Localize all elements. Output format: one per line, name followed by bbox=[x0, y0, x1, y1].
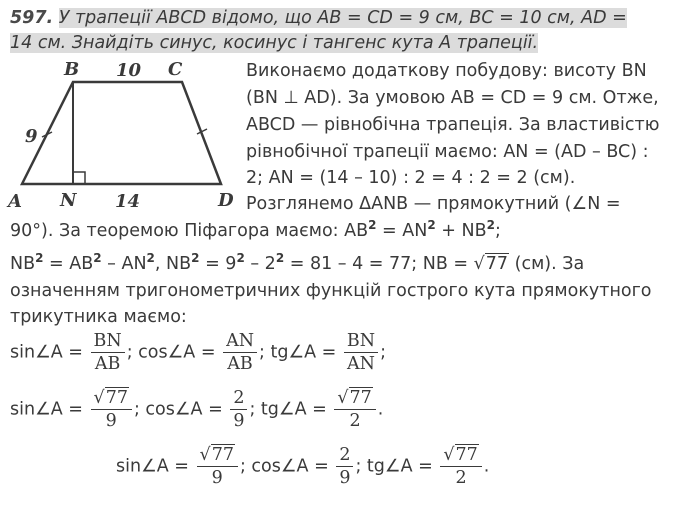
frac-cos-3 bbox=[336, 445, 353, 488]
sup: 2 bbox=[146, 251, 155, 265]
cos-label: ; cos∠A = bbox=[133, 399, 229, 420]
problem-line-2 bbox=[10, 31, 538, 55]
nb-ab: = AB bbox=[43, 254, 94, 274]
denominator: 2 bbox=[334, 409, 375, 431]
numerator bbox=[91, 388, 132, 409]
frac-cos-1 bbox=[223, 331, 257, 374]
denominator: 9 bbox=[91, 409, 132, 431]
denominator: 9 bbox=[336, 466, 353, 488]
semicolon: ; bbox=[494, 221, 501, 241]
sin-label: sin∠A = bbox=[10, 342, 89, 363]
nb-result: = 81 – 4 = 77; NB = bbox=[284, 254, 474, 274]
solution-line-5: 2; AN = (14 – 10) : 2 = 4 : 2 = 2 (см). bbox=[246, 168, 576, 188]
solution-line-3: ABCD — рівнобічна трапеція. За властивістю bbox=[246, 115, 660, 135]
frac-tg-1 bbox=[344, 331, 378, 374]
denominator: 2 bbox=[440, 466, 481, 488]
nb-9: = 9 bbox=[199, 254, 237, 274]
numerator: 2 bbox=[339, 445, 351, 465]
solution-line-1: Виконаємо додаткову побудову: висоту BN bbox=[246, 61, 647, 81]
numerator bbox=[334, 388, 375, 409]
sqrt-value: 77 bbox=[211, 445, 234, 465]
period: . bbox=[483, 456, 490, 477]
pythagoras-nb: + NB bbox=[435, 221, 487, 241]
label-a: A bbox=[8, 191, 22, 212]
sup: 2 bbox=[486, 218, 495, 232]
pythagoras-line bbox=[10, 219, 501, 243]
solution-line-6: Розглянемо ΔANB — прямокутний (∠N = bbox=[246, 194, 621, 214]
sin-label: sin∠A = bbox=[10, 399, 89, 420]
frac-tg-3 bbox=[440, 445, 481, 488]
cos-label: ; cos∠A = bbox=[239, 456, 335, 477]
semicolon: ; bbox=[380, 342, 387, 363]
numerator: 2 bbox=[233, 388, 245, 408]
numerator: BN bbox=[346, 331, 376, 351]
sqrt-value: 77 bbox=[349, 388, 372, 408]
denominator: AB bbox=[223, 352, 257, 374]
sqrt-value: 77 bbox=[485, 254, 509, 274]
tg-label: ; tg∠A = bbox=[355, 456, 439, 477]
formula-row-3 bbox=[116, 445, 489, 488]
trapezoid-shape bbox=[22, 82, 221, 184]
solution-line-2: (BN ⊥ AD). За умовою AB = CD = 9 см. Отже, bbox=[246, 88, 659, 108]
nb-text: NB bbox=[10, 254, 36, 274]
numerator bbox=[440, 445, 481, 466]
sqrt-icon: √ bbox=[93, 388, 105, 408]
problem-line-1 bbox=[10, 6, 627, 30]
frac-cos-2 bbox=[230, 388, 247, 431]
problem-number: 597. bbox=[10, 8, 54, 28]
numerator: AN bbox=[226, 331, 255, 351]
numerator bbox=[197, 445, 238, 466]
sup: 2 bbox=[236, 251, 245, 265]
right-angle-mark bbox=[73, 172, 85, 184]
sqrt-icon: √ bbox=[473, 254, 485, 274]
sqrt-icon: √ bbox=[443, 445, 455, 465]
sup: 2 bbox=[35, 251, 44, 265]
sup: 2 bbox=[368, 218, 377, 232]
frac-tg-2 bbox=[334, 388, 375, 431]
nb-calc-line bbox=[10, 252, 584, 276]
nb-2: , NB bbox=[154, 254, 192, 274]
length-nd: 14 bbox=[115, 191, 141, 212]
cos-label: ; cos∠A = bbox=[126, 342, 222, 363]
nb-tail: (см). За bbox=[509, 254, 585, 274]
pythagoras-text: 90°). За теоремою Піфагора маємо: AB bbox=[10, 221, 369, 241]
sqrt-value: 77 bbox=[455, 445, 478, 465]
length-bc: 10 bbox=[116, 60, 142, 81]
period: . bbox=[377, 399, 384, 420]
numerator: BN bbox=[93, 331, 122, 351]
sqrt-icon: √ bbox=[199, 445, 211, 465]
trapezoid-figure bbox=[0, 55, 240, 215]
sqrt-value: 77 bbox=[105, 388, 128, 408]
pythagoras-an: = AN bbox=[376, 221, 428, 241]
sup: 2 bbox=[427, 218, 436, 232]
frac-sin-1 bbox=[91, 331, 125, 374]
sqrt-icon: √ bbox=[337, 388, 349, 408]
formula-row-2 bbox=[10, 388, 383, 431]
denominator: 9 bbox=[197, 466, 238, 488]
length-ab: 9 bbox=[25, 126, 38, 147]
formula-row-1 bbox=[10, 331, 386, 374]
sup: 2 bbox=[275, 251, 285, 265]
definition-line: означенням тригонометричних функцій гострого кута прямокутного bbox=[10, 281, 652, 301]
problem-text-2: 14 см. Знайдіть синус, косинус і тангенс кута A трапеції. bbox=[10, 33, 539, 53]
denominator: AN bbox=[344, 352, 378, 374]
solution-line-4: рівнобічної трапеції маємо: AN = (AD – BC) : bbox=[246, 142, 649, 162]
frac-sin-2 bbox=[91, 388, 132, 431]
denominator: 9 bbox=[230, 409, 247, 431]
label-b: B bbox=[64, 59, 80, 80]
nb-minus2: – 2 bbox=[244, 254, 276, 274]
label-n: N bbox=[60, 190, 77, 211]
tg-label: ; tg∠A = bbox=[259, 342, 342, 363]
problem-text-1: У трапеції ABCD відомо, що AB = CD = 9 см, BC = 10 см, AD = bbox=[58, 8, 627, 28]
sup: 2 bbox=[191, 251, 200, 265]
nb-an: – AN bbox=[101, 254, 147, 274]
label-c: C bbox=[168, 59, 183, 80]
denominator: AB bbox=[91, 352, 125, 374]
sin-label: sin∠A = bbox=[116, 456, 195, 477]
label-d: D bbox=[218, 190, 234, 211]
definition-line-2: трикутника маємо: bbox=[10, 307, 187, 327]
tg-label: ; tg∠A = bbox=[249, 399, 333, 420]
sup: 2 bbox=[93, 251, 102, 265]
frac-sin-3 bbox=[197, 445, 238, 488]
